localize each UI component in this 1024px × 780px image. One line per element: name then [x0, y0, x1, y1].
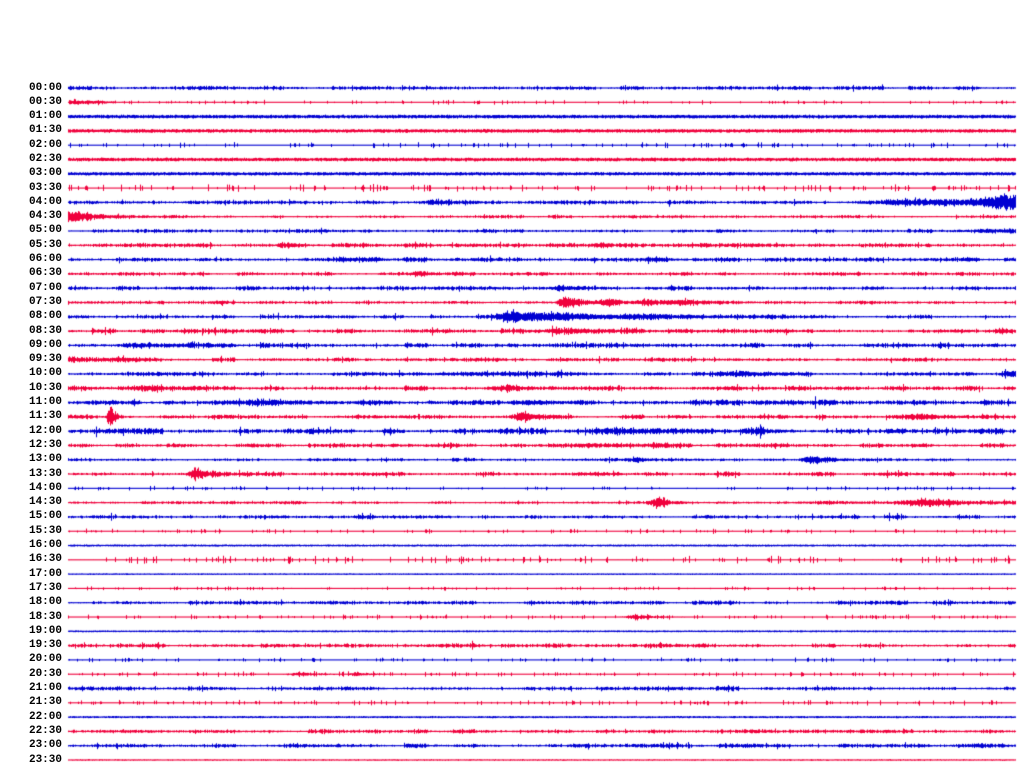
trace-time-label: 02:00	[28, 138, 62, 151]
trace-time-label: 17:30	[28, 581, 62, 594]
trace-time-label: 00:00	[28, 81, 62, 94]
trace-time-label: 10:00	[28, 367, 62, 380]
trace-time-label: 21:30	[28, 696, 62, 709]
trace-time-label: 15:00	[28, 510, 62, 523]
trace-time-label: 20:30	[28, 667, 62, 680]
trace-time-label: 04:00	[28, 195, 62, 208]
trace-time-label: 11:30	[28, 410, 62, 423]
trace-time-label: 19:30	[28, 639, 62, 652]
trace-time-label: 14:30	[28, 496, 62, 509]
trace-time-label: 08:00	[28, 310, 62, 323]
trace-time-label: 01:30	[28, 124, 62, 137]
trace-time-label: 12:00	[28, 424, 62, 437]
trace-time-label: 02:30	[28, 152, 62, 165]
trace-time-label: 14:00	[28, 481, 62, 494]
trace-time-label: 00:30	[28, 95, 62, 108]
trace-time-label: 07:30	[28, 295, 62, 308]
trace-time-label: 05:00	[28, 224, 62, 237]
trace-time-label: 04:30	[28, 210, 62, 223]
trace-time-label: 16:00	[28, 539, 62, 552]
trace-time-label: 03:30	[28, 181, 62, 194]
trace-time-label: 07:00	[28, 281, 62, 294]
trace-time-label: 21:00	[28, 682, 62, 694]
trace-time-label: 15:30	[28, 524, 62, 537]
trace-time-label: 17:00	[28, 567, 62, 580]
trace-time-label: 18:00	[28, 596, 62, 609]
trace-time-label: 23:00	[28, 739, 62, 752]
trace-time-label: 18:30	[28, 610, 62, 623]
trace-time-label: 13:00	[28, 453, 62, 466]
trace-time-label: 12:30	[28, 438, 62, 451]
trace-time-label: 09:30	[28, 353, 62, 366]
trace-time-label: 06:30	[28, 267, 62, 280]
trace-time-label: 08:30	[28, 324, 62, 337]
trace-time-label: 01:00	[28, 110, 62, 123]
trace-time-label: 11:00	[28, 396, 62, 409]
trace-time-label: 22:00	[28, 710, 62, 723]
trace-time-label: 16:30	[28, 553, 62, 566]
trace-time-label: 09:00	[28, 338, 62, 351]
trace-time-label: 06:00	[28, 253, 62, 266]
trace-time-label: 13:30	[28, 467, 62, 480]
trace-time-label: 10:30	[28, 381, 62, 394]
trace-time-label: 23:30	[28, 753, 62, 766]
trace-time-label: 22:30	[28, 724, 62, 737]
trace-time-label: 03:00	[28, 167, 62, 180]
trace-time-label: 20:00	[28, 653, 62, 666]
trace-time-label: 05:30	[28, 238, 62, 251]
trace-time-label: 19:00	[28, 624, 62, 637]
